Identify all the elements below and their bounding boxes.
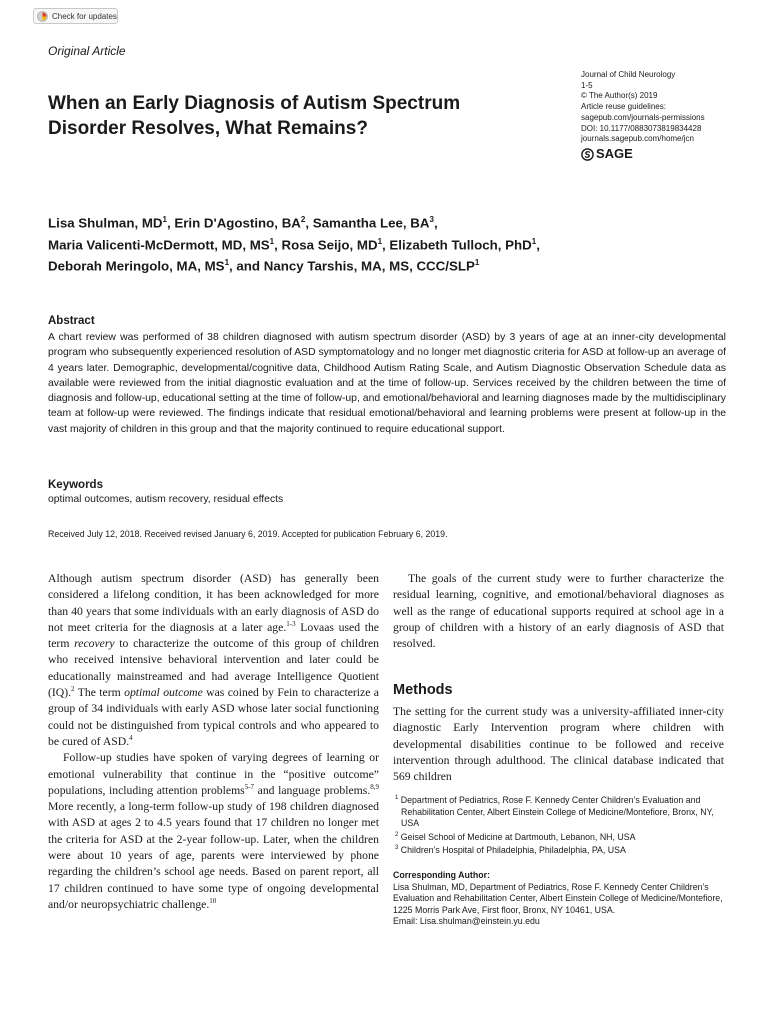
copyright: © The Author(s) 2019 [581, 91, 658, 101]
author-name: Erin D'Agostino, BA [174, 215, 301, 231]
author-affiliation-mark: 1 [474, 258, 480, 268]
intro-paragraph-1: Although autism spectrum disorder (ASD) has generally been considered a lifelong condition, it has been acknowledged for more than 40 years that some individuals with an early diagnosis of ASD do not meet criteria for the diagnosis at a later age.$^{1-3}$ Lovaas used the term recovery to characterize the outcome of this group of children who received intensive behavioral intervention and later could be educationally mainstreamed and had average Intelligence Quotient (IQ).$^2$ The term optimal outcome was coined by Fein to characterize a group of 34 individuals with early ASD whose later social functioning could not be distinguished from typical controls and who appeared to be cured of ASD.$^4$ [48, 572, 379, 748]
received-dates: Received July 12, 2018. Received revised January 6, 2019. Accepted for publication February 6, 2019. [48, 529, 448, 539]
article-title: When an Early Diagnosis of Autism Spectrum Disorder Resolves, What Remains? [48, 93, 461, 139]
author-affiliation-mark: 1 [531, 236, 537, 246]
citation[interactable]: 10 [209, 897, 217, 906]
author-affiliation-mark: 2 [300, 215, 306, 224]
corresponding-author [393, 870, 733, 928]
journal-homepage-link[interactable]: journals.sagepub.com/home/jcn [581, 134, 694, 144]
affiliations [393, 793, 733, 857]
body-left-column [48, 571, 379, 913]
citation[interactable]: 8,9 [370, 782, 379, 791]
affiliation-item: $^2$ Geisel School of Medicine at Dartmouth, Lebanon, NH, USA [395, 831, 636, 842]
corresponding-author-address: Lisa Shulman, MD, Department of Pediatrics, Rose F. Kennedy Center Children’s Evaluation and Rehabilitation Center, Albert Einstein College of Medicine/Montefiore, 1225 Morris Park Ave, First floor, Bronx, NY 10461, USA. [393, 881, 723, 915]
author-affiliation-mark: 1 [224, 258, 230, 268]
methods-paragraph: The setting for the current study was a university-affiliated inner-city diagnostic Early Intervention program where children with developmental disabilities continue to be followed and receive intervention through adulthood. The clinical database indicated that 569 children [393, 705, 724, 784]
affiliation-item: $^1$ Department of Pediatrics, Rose F. Kennedy Center Children’s Evaluation and Rehabilitation Center, Albert Einstein College of Medicine/Montefiore, Bronx, NY, USA [395, 794, 714, 829]
reuse-guidelines-label: Article reuse guidelines: [581, 102, 666, 112]
check-updates-icon [37, 11, 48, 22]
author-affiliation-mark: 1 [162, 215, 167, 224]
author-name: Elizabeth Tulloch, PhD [389, 237, 532, 253]
author-list: Lisa Shulman, $MD^1$, Erin D'Agostino, $BA^2$, Samantha Lee, $BA^3$, Maria Valicenti-McDermott, MD, $MS^1$, Rosa Seijo, $MD^1$, Elizabeth Tulloch, PhD$^1$, Deborah Meringolo, MA, $MS^1$, and Nancy Tarshis, MA, MS, CCC/SLP$^1$ [48, 215, 540, 274]
methods-section [393, 704, 724, 785]
journal-name: Journal of Child Neurology [581, 70, 676, 79]
citation[interactable]: 2 [71, 685, 75, 694]
study-goals-paragraph: The goals of the current study were to further characterize the residual learning, cognitive, and emotional/behavioral diagnoses as well as the range of educational supports required at school age in a group of children with a history of an early diagnosis of ASD that resolved. [393, 572, 724, 651]
author-affiliation-mark: 1 [269, 236, 275, 246]
author-name: Rosa Seijo, MD [281, 237, 378, 253]
doi[interactable]: DOI: 10.1177/0883073819834428 [581, 123, 702, 133]
author-name: Samantha Lee, BA [312, 215, 430, 231]
corresponding-author-heading: Corresponding Author: [393, 870, 490, 880]
page-range: 1-5 [581, 80, 593, 90]
citation[interactable]: 5-7 [244, 782, 255, 791]
affiliation-item: $^3$ Children’s Hospital of Philadelphia, Philadelphia, PA, USA [395, 845, 626, 856]
author-name: Nancy Tarshis, MA, MS, CCC/SLP [263, 258, 475, 274]
sage-logo [581, 148, 751, 161]
keywords-text: optimal outcomes, autism recovery, residual effects [48, 494, 284, 505]
article-type: Original Article [48, 44, 126, 58]
citation[interactable]: 1-3 [286, 620, 296, 628]
intro-paragraph-2: Follow-up studies have spoken of varying degrees of learning or emotional vulnerability that continue in the “positive outcome” populations, including attention problems$^{5-7}$ and language problems.$^{8,9}$ More recently, a long-term follow-up study of 198 children diagnosed with ASD at ages 2 to 4.5 years found that 17 children no longer met the criteria for ASD at the 2-year follow-up. Later, when the children were about 10 years of age, parents were interviewed by phone regarding the children’s school age needs. Based on parent report, all 17 children continued to have some type of ongoing developmental and/or neuropsychiatric challenge.$^{10}$ [48, 751, 379, 911]
abstract-text: A chart review was performed of 38 children diagnosed with autism spectrum disorder (ASD) by 3 years of age at an inner-city developmental program who subsequently experienced resolution of ASD symptomatology and no longer met diagnostic criteria for ASD at follow-up an average of 4 years later. Demographic, developmental/cognitive data, Childhood Autism Rating Scale, and Autism Diagnostic Observation Schedule data as available were reviewed from the initial diagnostic evaluation and at the time of follow-up. Services received by the children between the time of diagnosis and follow-up, educational setting at the time of follow-up, and emotional/behavioral and learning diagnoses made by the multidisciplinary team at follow-up were reviewed. The findings indicate that residual emotional/behavioral and learning problems were present at follow-up in the vast majority of children in this group and that the majority continued to require educational support. [48, 332, 726, 435]
author-affiliation-mark: 1 [377, 236, 383, 246]
citation[interactable]: 4 [129, 734, 133, 743]
author-name: Deborah Meringolo, MA, MS [48, 258, 225, 274]
author-name: Maria Valicenti-McDermott, MD, MS [48, 237, 270, 253]
body-right-column [393, 571, 724, 652]
author-affiliation-mark: 3 [429, 215, 434, 224]
keywords-heading: Keywords [48, 479, 103, 491]
author-name: Lisa Shulman, MD [48, 215, 163, 231]
corresponding-author-email[interactable]: Email: Lisa.shulman@einstein.yu.edu [393, 916, 540, 927]
check-for-updates-badge[interactable] [33, 8, 118, 24]
sage-logo-icon [581, 148, 594, 161]
permissions-link[interactable]: sagepub.com/journals-permissions [581, 112, 705, 122]
abstract-heading: Abstract [48, 315, 95, 327]
sage-logo-text: SAGE [596, 146, 633, 162]
check-updates-label: Check for updates [52, 11, 117, 21]
methods-heading: Methods [393, 682, 453, 698]
journal-info [581, 70, 751, 161]
